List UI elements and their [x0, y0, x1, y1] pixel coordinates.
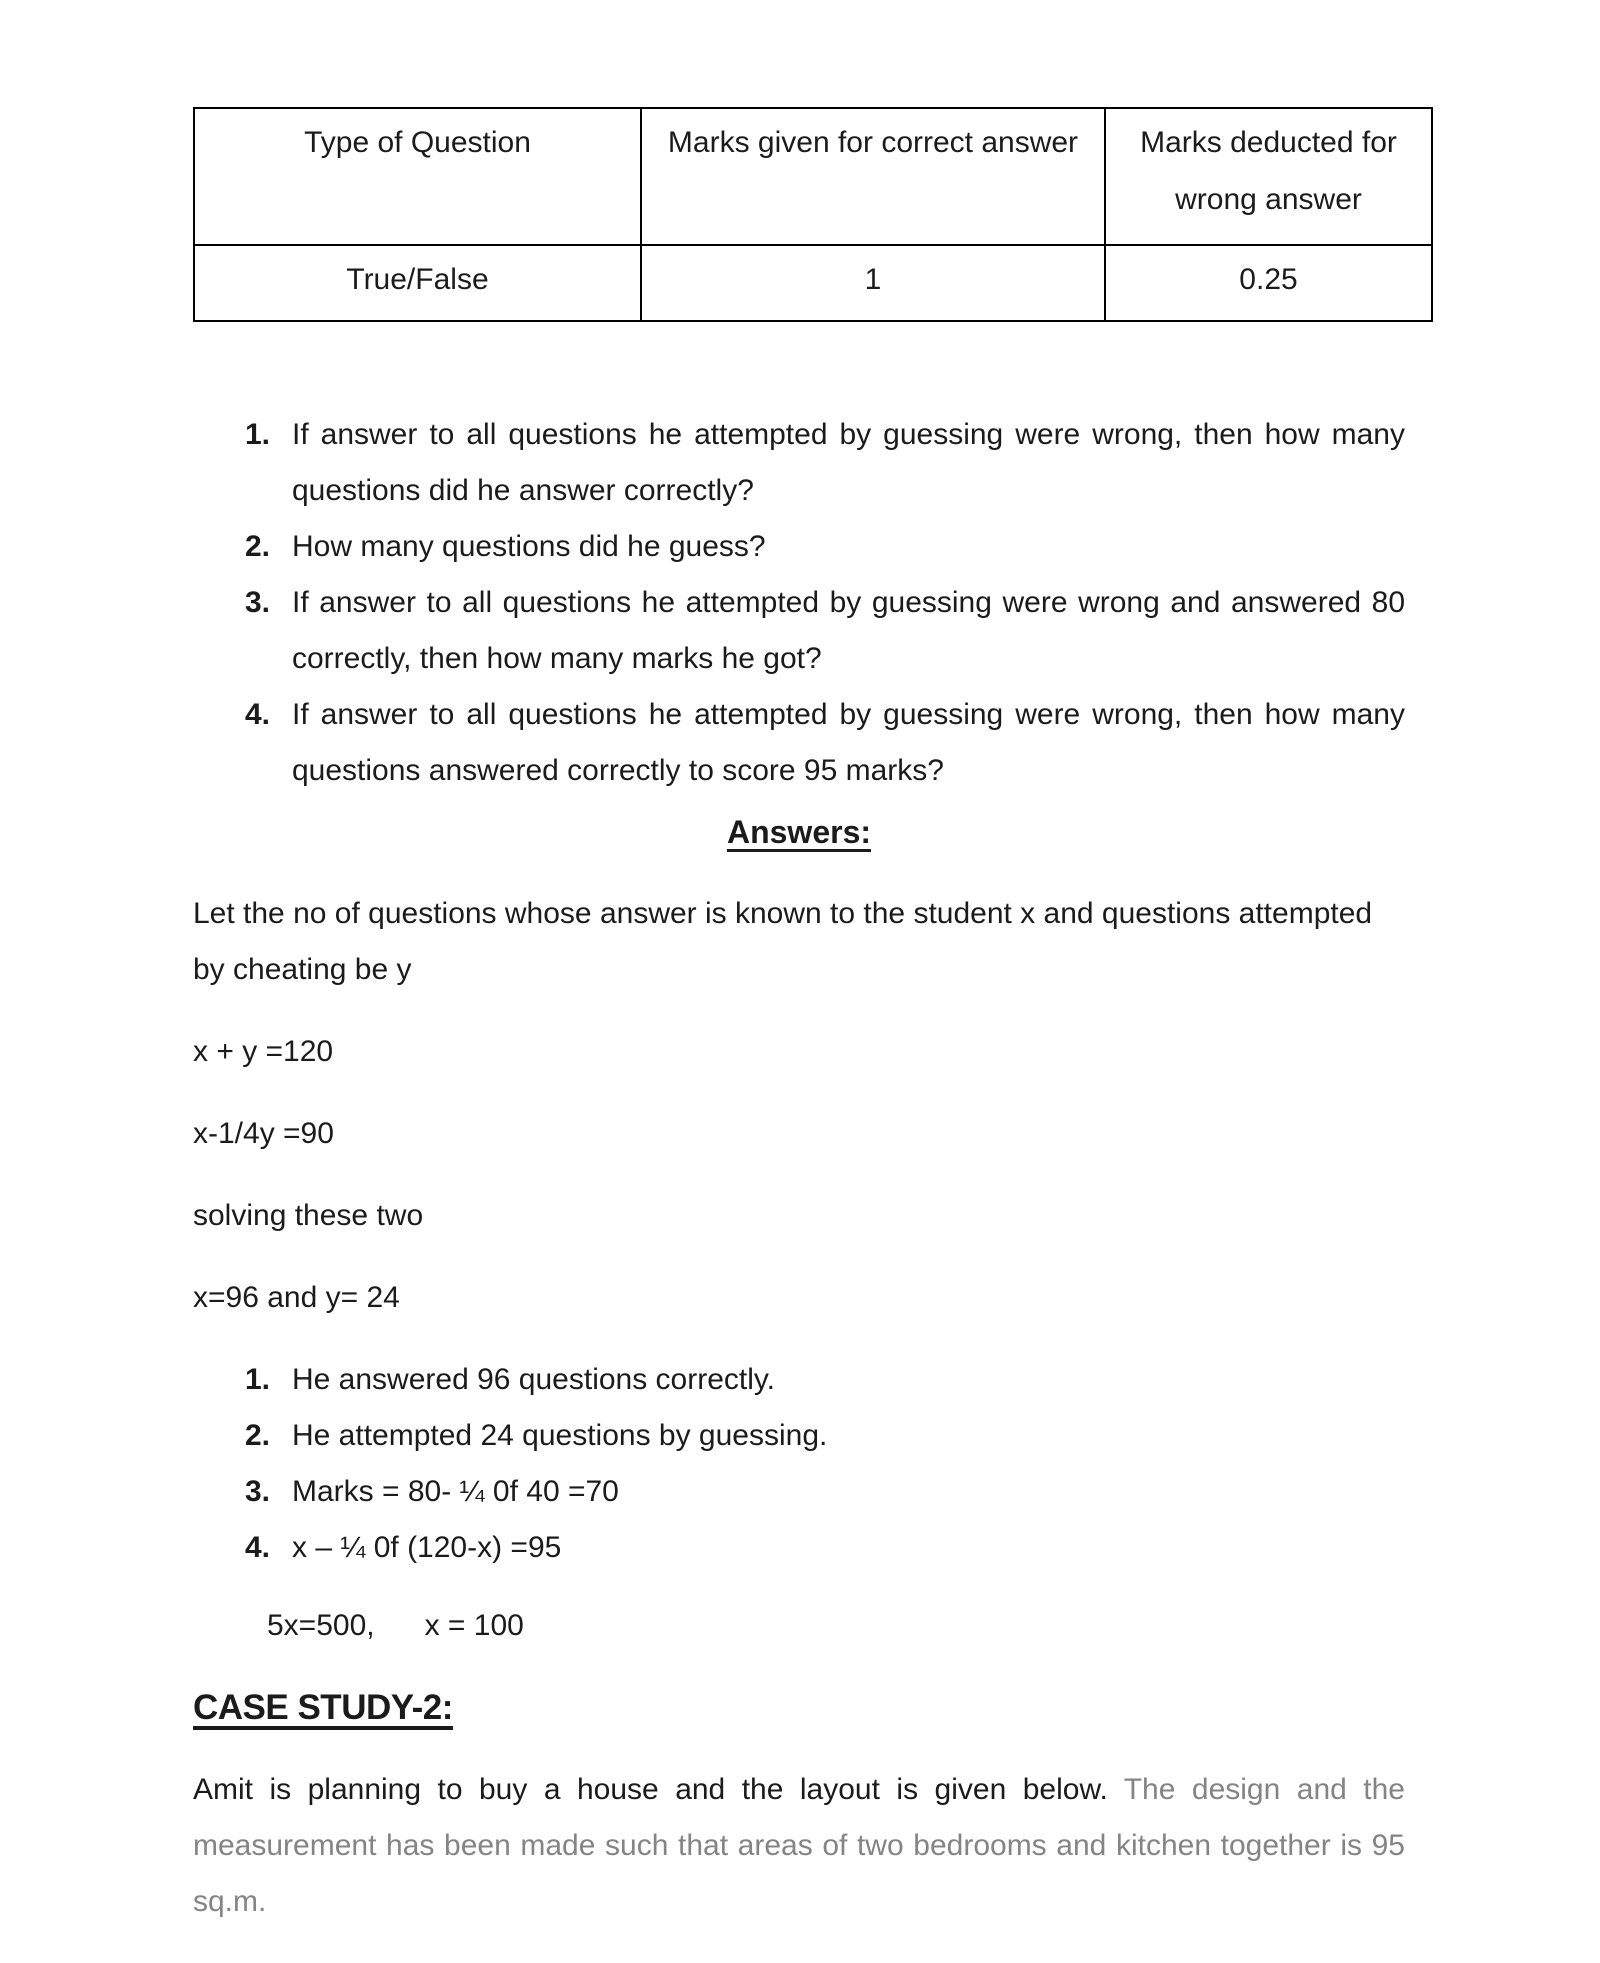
question-number: 3.: [245, 586, 271, 619]
answer-text: He answered 96 questions correctly.: [292, 1363, 776, 1396]
equation-1: x + y =120: [193, 1035, 334, 1068]
equation-2: x-1/4y =90: [193, 1117, 334, 1150]
table-header-row: [194, 108, 1432, 245]
question-number: 1.: [245, 418, 271, 451]
case-study-intro-black: Amit is planning to buy a house and the layout is given below.: [193, 1773, 1108, 1806]
answers-heading-text: Answers:: [726, 814, 872, 850]
case-study-paragraph: [193, 1762, 1405, 1930]
answers-heading: [193, 804, 1405, 860]
question-list: [193, 407, 1405, 799]
table-header-marks-correct: Marks given for correct answer: [641, 108, 1105, 245]
question-item: [193, 687, 1405, 799]
question-text: How many questions did he guess?: [292, 530, 766, 563]
question-number: 4.: [245, 698, 271, 731]
final-equation: [193, 1598, 1405, 1654]
case-study-heading: [193, 1680, 1405, 1736]
question-text: If answer to all questions he attempted by guessing were wrong, then how many questions did he answer correctly?: [292, 418, 1405, 507]
answer-number: 2.: [245, 1419, 271, 1452]
answer-text: x – ¼ 0f (120-x) =95: [292, 1531, 562, 1564]
table-row: [194, 245, 1432, 321]
question-item: [193, 575, 1405, 687]
table-header-marks-deducted: Marks deducted for wrong answer: [1105, 108, 1432, 245]
answer-number: 4.: [245, 1531, 271, 1564]
question-item: [193, 519, 1405, 575]
answer-item: [193, 1408, 1405, 1464]
marks-table: [193, 107, 1433, 322]
table-cell-marks-deducted: 0.25: [1105, 245, 1432, 321]
table-cell-marks-correct: 1: [641, 245, 1105, 321]
answer-text: Marks = 80- ¼ 0f 40 =70: [292, 1475, 619, 1508]
table-header-type-of-question: Type of Question: [194, 108, 641, 245]
question-text: If answer to all questions he attempted by guessing were wrong and answered 80 correctly, then how many marks he got?: [292, 586, 1405, 675]
question-number: 2.: [245, 530, 271, 563]
final-equation-left: 5x=500,: [267, 1609, 375, 1642]
case-study-heading-text: CASE STUDY-2:: [193, 1688, 453, 1727]
final-equation-right: x = 100: [424, 1609, 524, 1642]
answer-item: [193, 1352, 1405, 1408]
solution-result: x=96 and y= 24: [193, 1281, 400, 1314]
solution-intro: Let the no of questions whose answer is known to the student x and questions attempted by cheating be y: [193, 897, 1373, 986]
case-study-intro-gray: The design and the measurement has been made such that areas of two bedrooms and kitchen together is 95 sq.m.: [193, 1773, 1405, 1918]
answer-text: He attempted 24 questions by guessing.: [292, 1419, 828, 1452]
answer-number: 3.: [245, 1475, 271, 1508]
solving-note: solving these two: [193, 1199, 424, 1232]
answer-list: [193, 1352, 1405, 1576]
answer-item: [193, 1464, 1405, 1520]
answer-number: 1.: [245, 1363, 271, 1396]
question-item: [193, 407, 1405, 519]
answer-item: [193, 1520, 1405, 1576]
question-text: If answer to all questions he attempted by guessing were wrong, then how many questions answered correctly to score 95 marks?: [292, 698, 1405, 787]
table-cell-question-type: True/False: [194, 245, 641, 321]
